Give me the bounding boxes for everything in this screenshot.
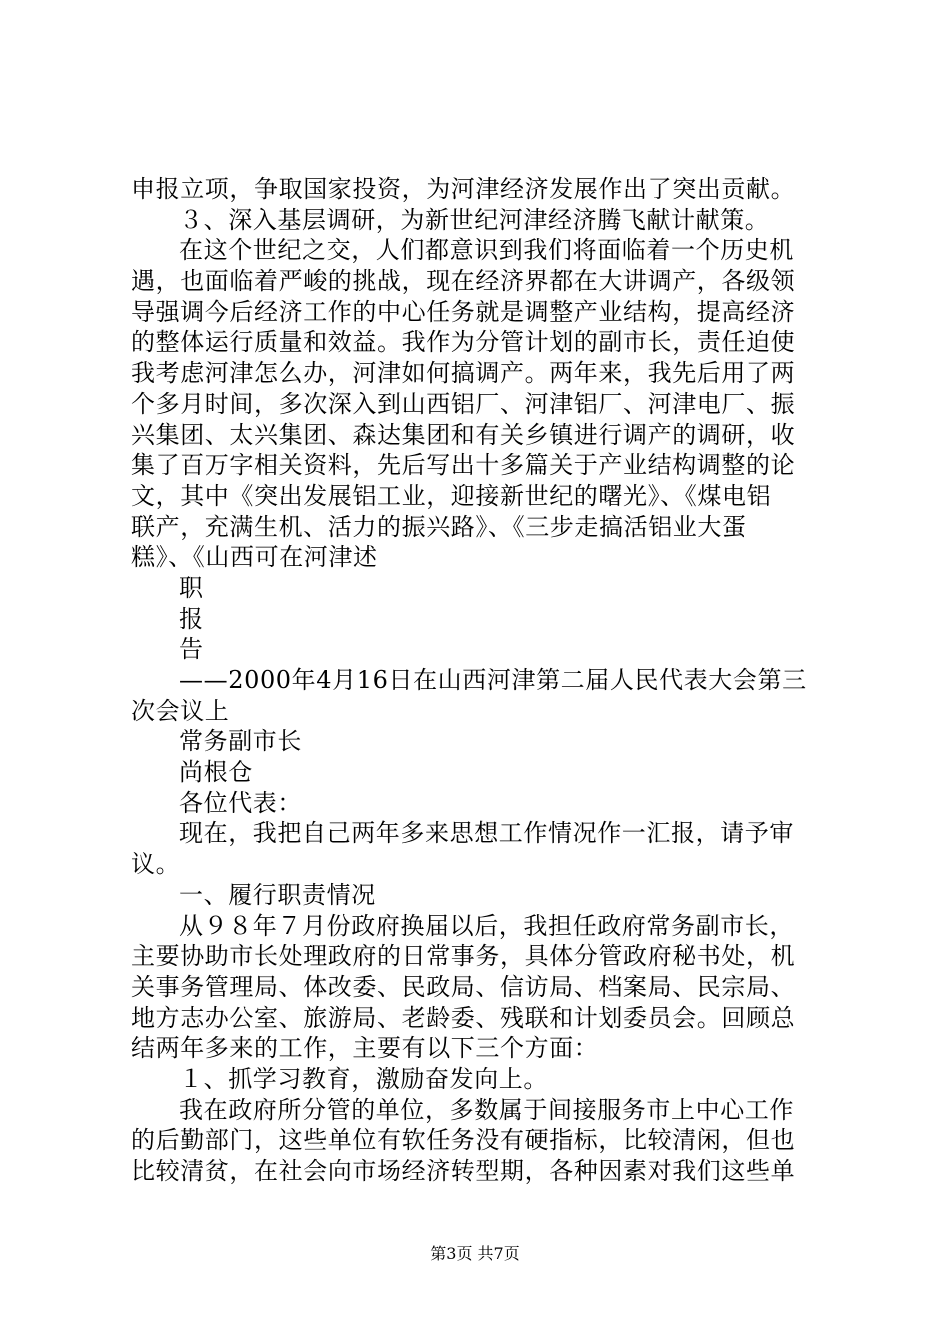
title-char: 职 — [179, 573, 204, 602]
subtitle-line: 次会议上 — [131, 696, 230, 725]
text-line: 结两年多来的工作，主要有以下三个方面： — [131, 1034, 599, 1063]
section-heading: 一、履行职责情况 — [179, 880, 376, 909]
text-line: 地方志办公室、旅游局、老龄委、残联和计划委员会。回顾总 — [131, 1003, 796, 1032]
text-line: 我考虑河津怎么办，河津如何搞调产。两年来，我先后用了两 — [131, 359, 796, 388]
title-char: 告 — [179, 635, 204, 664]
text-line: 的后勤部门，这些单位有软任务没有硬指标，比较清闲，但也 — [131, 1126, 796, 1155]
subsection-heading: １、抓学习教育，激励奋发向上。 — [179, 1064, 548, 1093]
text-line: 主要协助市长处理政府的日常事务，具体分管政府秘书处，机 — [131, 942, 796, 971]
author-title: 常务副市长 — [179, 727, 302, 756]
author-name: 尚根仓 — [179, 758, 253, 787]
text-line: 遇，也面临着严峻的挑战，现在经济界都在大讲调产，各级领 — [131, 267, 796, 296]
text-line: 议。 — [131, 850, 181, 879]
text-line: ３、深入基层调研，为新世纪河津经济腾飞献计献策。 — [179, 205, 770, 234]
text-line: 集了百万字相关资料，先后写出十多篇关于产业结构调整的论 — [131, 451, 796, 480]
text-line: 导强调今后经济工作的中心任务就是调整产业结构，提高经济 — [131, 297, 796, 326]
text-line: 文，其中《突出发展铝工业，迎接新世纪的曙光》、《煤电铝 — [131, 481, 772, 510]
text-line: 关事务管理局、体改委、民政局、信访局、档案局、民宗局、 — [131, 972, 796, 1001]
salutation: 各位代表： — [179, 788, 302, 817]
text-line: 我在政府所分管的单位，多数属于间接服务市上中心工作 — [179, 1095, 794, 1124]
body-text — [131, 174, 831, 1187]
subtitle-line: ——2000年4月16日在山西河津第二届人民代表大会第三 — [179, 666, 807, 694]
text-line: 从９８年７月份政府换届以后，我担任政府常务副市长， — [179, 911, 794, 940]
text-line: 个多月时间，多次深入到山西铝厂、河津铝厂、河津电厂、振 — [131, 389, 796, 418]
text-line: 联产，充满生机、活力的振兴路》、《三步走搞活铝业大蛋 — [131, 512, 747, 541]
page-footer: 第3页 共7页 — [430, 1244, 520, 1263]
text-line: 在这个世纪之交，人们都意识到我们将面临着一个历史机 — [179, 236, 794, 265]
title-char: 报 — [179, 604, 204, 633]
text-line: 现在，我把自己两年多来思想工作情况作一汇报，请予审 — [179, 819, 794, 848]
text-line: 申报立项，争取国家投资，为河津经济发展作出了突出贡献。 — [131, 175, 796, 203]
text-line: 比较清贫，在社会向市场经济转型期，各种因素对我们这些单 — [131, 1157, 796, 1185]
text-line: 兴集团、太兴集团、森达集团和有关乡镇进行调产的调研，收 — [131, 420, 796, 449]
text-line: 的整体运行质量和效益。我作为分管计划的副市长，责任迫使 — [131, 328, 796, 357]
text-line: 糕》、《山西可在河津述 — [131, 543, 378, 572]
